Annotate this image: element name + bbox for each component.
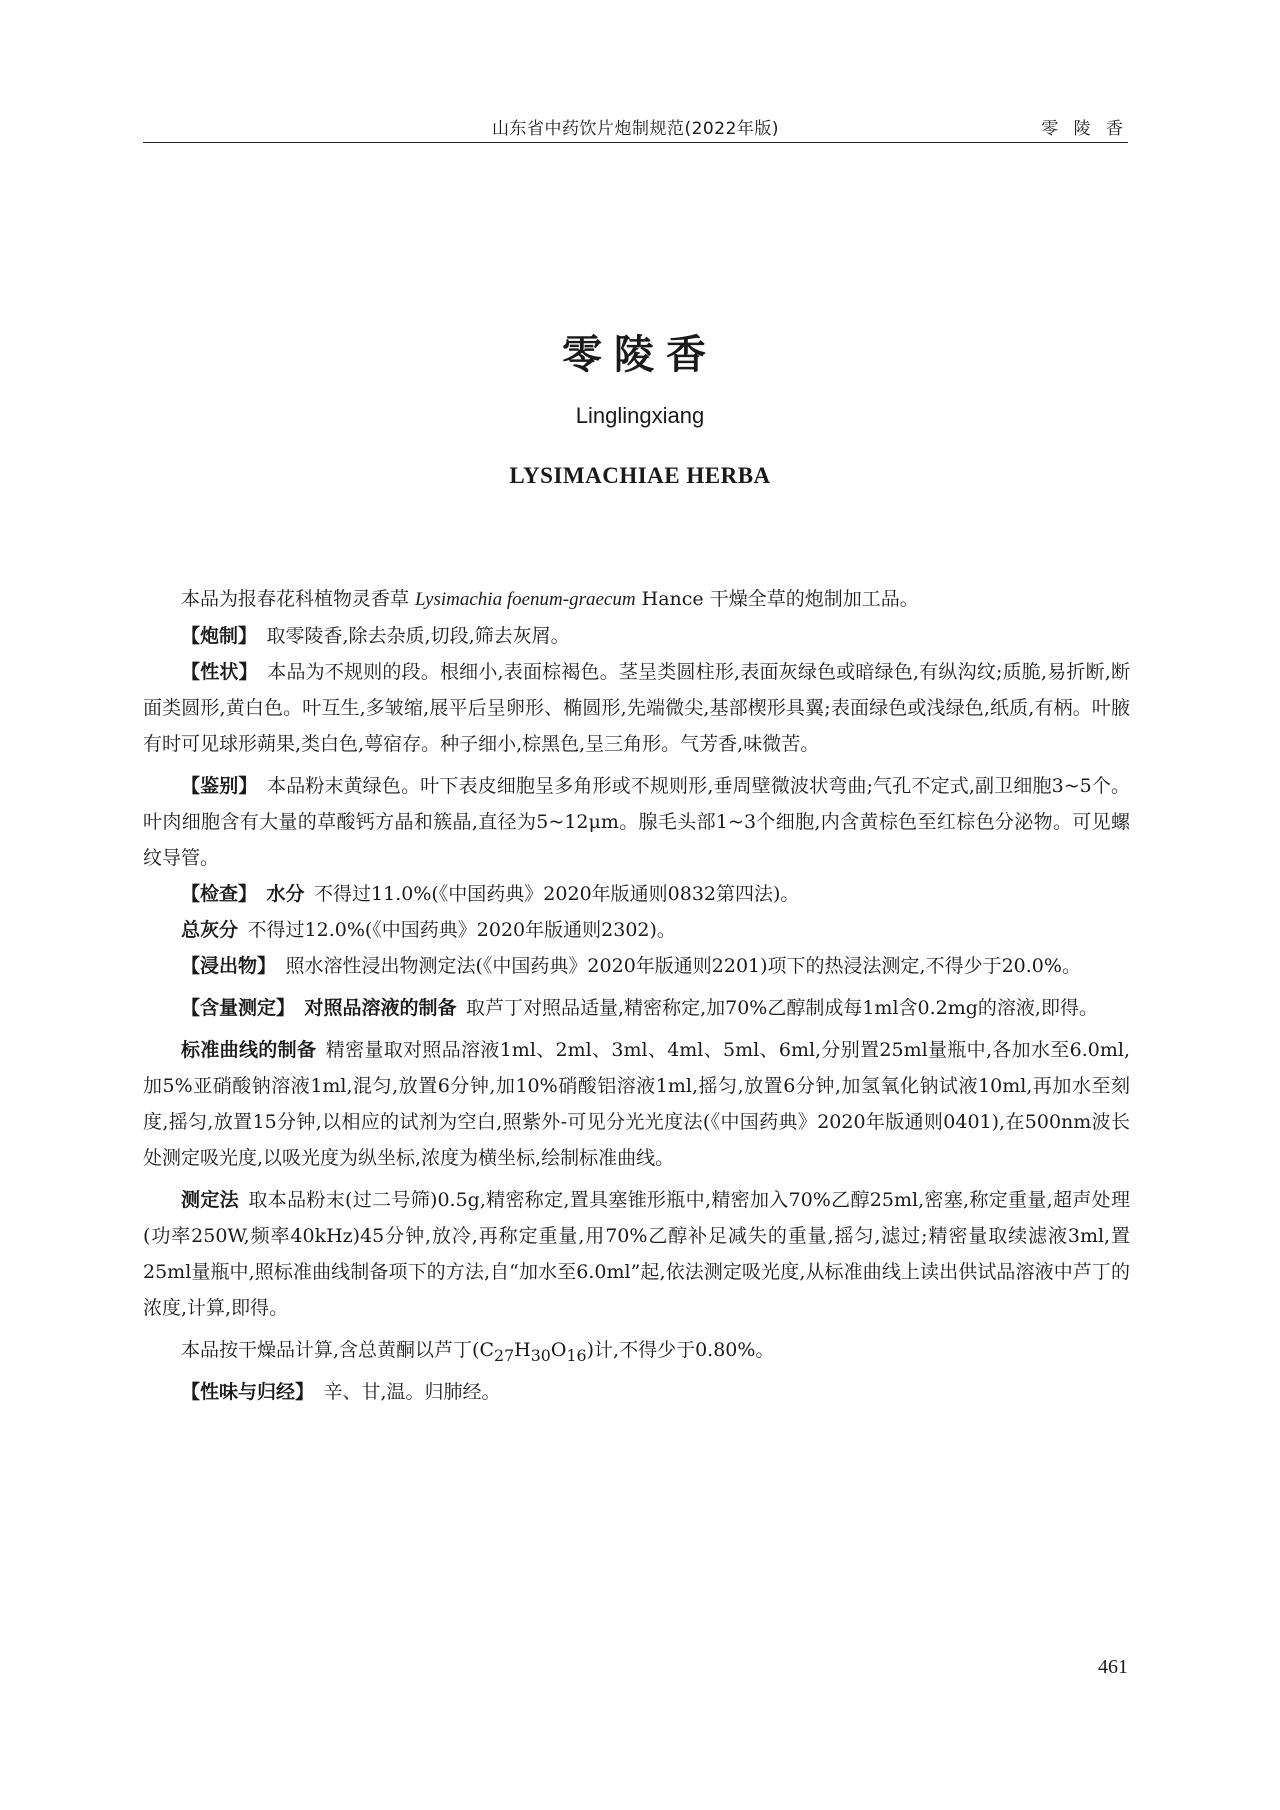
formula-sub-o: 16 bbox=[566, 1345, 587, 1365]
section-label-paozhi: 【炮制】 bbox=[181, 625, 258, 647]
section-text-jianbie: 本品粉末黄绿色。叶下表皮细胞呈多角形或不规则形,垂周壁微波状弯曲;气孔不定式,副卫细胞3~5个。叶肉细胞含有大量的草酸钙方晶和簇晶,直径为5~12μm。腺毛头部1~3个细胞,内含黄棕色至红棕色分泌物。可见螺纹导管。 bbox=[143, 775, 1130, 869]
method-label: 测定法 bbox=[181, 1189, 239, 1211]
section-jinchuwu bbox=[143, 948, 1130, 984]
section-jiancha bbox=[143, 876, 1130, 912]
formula-h: H bbox=[514, 1339, 531, 1361]
section-paozhi bbox=[143, 618, 1130, 654]
section-limit bbox=[143, 1332, 1130, 1374]
section-label-jiancha: 【检查】 bbox=[181, 883, 258, 905]
limit-text: 本品按干燥品计算,含总黄酮以芦丁(C bbox=[181, 1339, 494, 1361]
section-text-xingwei: 辛、甘,温。归肺经。 bbox=[323, 1380, 501, 1403]
entry-title: 零陵香 bbox=[562, 332, 718, 378]
section-label-xingzhuang: 【性状】 bbox=[181, 661, 258, 683]
entry-pinyin: Linglingxiang bbox=[575, 403, 705, 428]
ash-label: 总灰分 bbox=[181, 919, 239, 941]
limit-text-end: )计,不得少于0.80%。 bbox=[586, 1339, 775, 1361]
formula-sub-h: 30 bbox=[530, 1345, 551, 1365]
intro-text-end: Hance 干燥全草的炮制加工品。 bbox=[635, 588, 919, 610]
formula-sub-c: 27 bbox=[494, 1345, 515, 1365]
section-label-jinchuwu: 【浸出物】 bbox=[181, 955, 277, 977]
section-xingzhuang bbox=[143, 654, 1130, 762]
section-text-paozhi: 取零陵香,除去杂质,切段,筛去灰屑。 bbox=[266, 625, 570, 647]
section-method bbox=[143, 1182, 1130, 1326]
water-text: 不得过11.0%(《中国药典》2020年版通则0832第四法)。 bbox=[314, 883, 800, 905]
section-ash bbox=[143, 912, 1130, 948]
section-label-jianbie: 【鉴别】 bbox=[181, 775, 258, 797]
species-name: Lysimachia foenum-graecum bbox=[415, 589, 636, 610]
curve-label: 标准曲线的制备 bbox=[181, 1039, 317, 1061]
section-text-jinchuwu: 照水溶性浸出物测定法(《中国药典》2020年版通则2201)项下的热浸法测定,不得少于20.0%。 bbox=[285, 955, 1081, 977]
section-curve bbox=[143, 1032, 1130, 1176]
page-number: 461 bbox=[1098, 1656, 1128, 1678]
section-xingwei bbox=[143, 1374, 1130, 1410]
section-label-hanliang: 【含量测定】 bbox=[181, 997, 296, 1019]
entry-body bbox=[143, 581, 1130, 1410]
formula-o: O bbox=[550, 1339, 567, 1361]
intro-text: 本品为报春花科植物灵香草 bbox=[181, 588, 416, 610]
intro-paragraph bbox=[143, 581, 1130, 618]
curve-text: 精密量取对照品溶液1ml、2ml、3ml、4ml、5ml、6ml,分别置25ml量瓶中,各加水至6.0ml,加5%亚硝酸钠溶液1ml,混匀,放置6分钟,加10%硝酸铝溶液1ml,摇匀,放置6分钟,加氢氧化钠试液10ml,再加水至刻度,摇匀,放置15分钟,以相应的试剂为空白,照紫外-可见分光光度法(《中国药典》2020年版通则0401),在500nm波长处测定吸光度,以吸光度为纵坐标,浓度为横坐标,绘制标准曲线。 bbox=[143, 1039, 1130, 1169]
running-header bbox=[143, 112, 1128, 143]
ref-solution-text: 取芦丁对照品适量,精密称定,加70%乙醇制成每1ml含0.2mg的溶液,即得。 bbox=[466, 997, 1098, 1019]
entry-latin-name: LYSIMACHIAE HERBA bbox=[509, 463, 771, 488]
method-text: 取本品粉末(过二号筛)0.5g,精密称定,置具塞锥形瓶中,精密加入70%乙醇25ml,密塞,称定重量,超声处理(功率250W,频率40kHz)45分钟,放冷,再称定重量,用70%乙醇补足减失的重量,摇匀,滤过;精密量取续滤液3ml,置25ml量瓶中,照标准曲线制备项下的方法,自“加水至6.0ml”起,依法测定吸光度,从标准曲线上读出供试品溶液中芦丁的浓度,计算,即得。 bbox=[143, 1189, 1130, 1319]
section-label-xingwei: 【性味与归经】 bbox=[181, 1380, 315, 1403]
ref-solution-label: 对照品溶液的制备 bbox=[304, 997, 457, 1019]
running-entry-name: 零 陵 香 bbox=[1041, 119, 1128, 139]
section-jianbie bbox=[143, 768, 1130, 876]
book-title: 山东省中药饮片炮制规范(2022年版) bbox=[491, 119, 780, 139]
section-hanliang bbox=[143, 990, 1130, 1026]
section-text-xingzhuang: 本品为不规则的段。根细小,表面棕褐色。茎呈类圆柱形,表面灰绿色或暗绿色,有纵沟纹;质脆,易折断,断面类圆形,黄白色。叶互生,多皱缩,展平后呈卵形、椭圆形,先端微尖,基部楔形具翼;表面绿色或浅绿色,纸质,有柄。叶腋有时可见球形蒴果,类白色,萼宿存。种子细小,棕黑色,呈三角形。气芳香,味微苦。 bbox=[143, 661, 1130, 755]
water-label: 水分 bbox=[266, 883, 305, 905]
ash-text: 不得过12.0%(《中国药典》2020年版通则2302)。 bbox=[247, 919, 676, 941]
